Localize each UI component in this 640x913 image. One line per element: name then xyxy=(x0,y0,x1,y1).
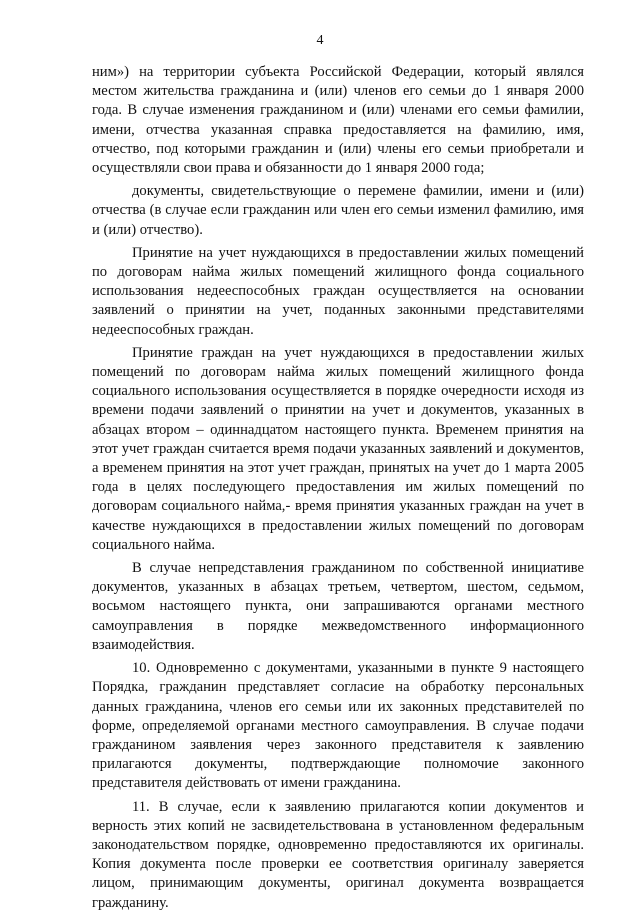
paragraph-1: ним») на территории субъекта Российской Федерации, который являлся местом жительства гражданина и (или) членов его семьи до 1 января 2000 года. В случае изменения гражданином и (или) членами его семьи фамилии, имени, отчества указанная справка предоставляется на фамилию, имя, отчество, под которыми гражданин и (или) члены его семьи приобретали и осуществляли свои права и обязанности до 1 января 2000 года; xyxy=(92,64,584,177)
page-number: 4 xyxy=(316,33,324,48)
paragraph-6: 10. Одновременно с документами, указанными в пункте 9 настоящего Порядка, гражданин представляет согласие на обработку персональных данных гражданина, членов его семьи или их законных представителей по форме, определяемой органами местного самоуправления. В случае подачи гражданином заявления через законного представителя к заявлению прилагаются документы, подтверждающие полномочие законного представителя действовать от имени гражданина. xyxy=(92,660,584,792)
paragraph-3: Принятие на учет нуждающихся в предоставлении жилых помещений по договорам найма жилых помещений жилищного фонда социального использования недееспособных граждан осуществляется на основании заявлений о принятии на учет, поданных законными представителями недееспособных граждан. xyxy=(92,244,584,338)
paragraph-4: Принятие граждан на учет нуждающихся в предоставлении жилых помещений по договорам найма жилых помещений жилищного фонда социального использования осуществляется в порядке очередности исходя из времени подачи заявлений о принятии на учет и документов, указанных в абзацах втором – одиннадцатом настоящего пункта. Временем принятия на этот учет граждан считается время подачи указанных заявлений и документов, а временем принятия на этот учет граждан, принятых на учет до 1 марта 2005 года в целях последующего предоставления им жилых помещений по договорам социального найма,- время принятия указанных граждан на учет в качестве нуждающихся в предоставлении жилых помещений по договорам социального найма. xyxy=(92,344,584,553)
paragraph-5: В случае непредставления гражданином по собственной инициативе документов, указанных в абзацах третьем, четвертом, шестом, седьмом, восьмом настоящего пункта, они запрашиваются органами местного самоуправления в порядке межведомственного информационного взаимодействия. xyxy=(92,560,584,653)
paragraph-7: 11. В случае, если к заявлению прилагаются копии документов и верность этих копий не засвидетельствована в установленном федеральным законодательством порядке, одновременно предоставляются их оригиналы. Копия документа после проверки ее соответствия оригиналу заверяется лицом, принимающим документы, оригинал документа возвращается гражданину. xyxy=(92,798,584,911)
paragraph-2: документы, свидетельствующие о перемене фамилии, имени и (или) отчества (в случае если гражданин или член его семьи изменил фамилию, имя и (или) отчество). xyxy=(92,183,584,238)
document-body xyxy=(92,63,584,913)
